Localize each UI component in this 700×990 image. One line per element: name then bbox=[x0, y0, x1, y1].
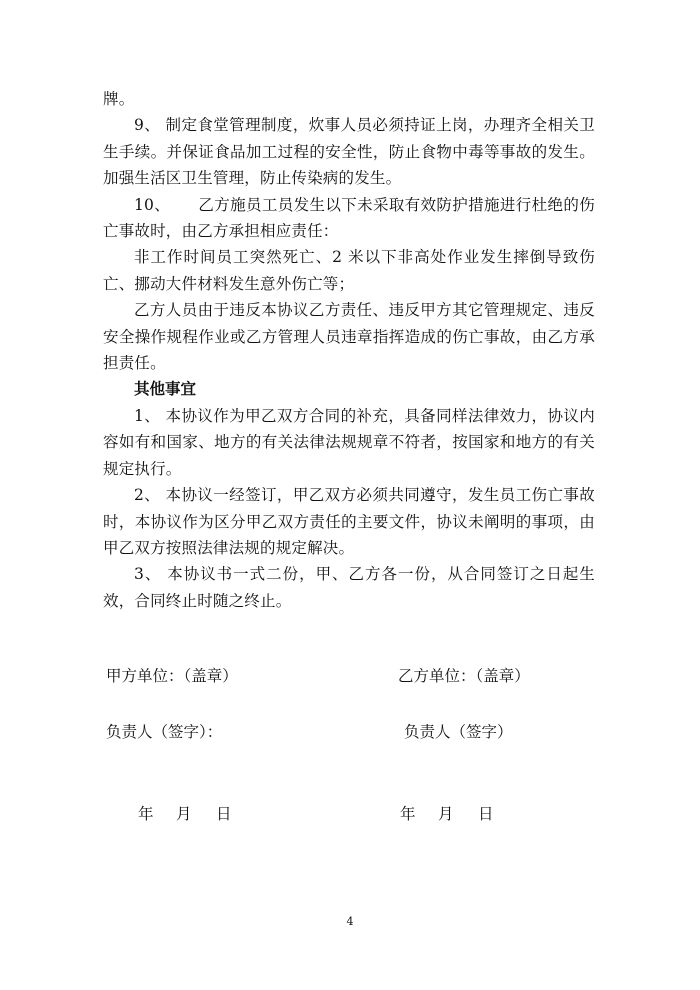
item-10-number: 10、 bbox=[134, 195, 171, 214]
party-b-date-month: 月 bbox=[438, 805, 454, 823]
paragraph-continuation: 牌。 bbox=[103, 90, 135, 108]
paragraph-other-1: 1、 本协议作为甲乙双方合同的补充，具备同样法律效力，协议内容如有和国家、地方的有关法律法规规章不符者，按国家和地方的有关规定执行。 bbox=[103, 406, 595, 478]
party-a-date-month: 月 bbox=[176, 805, 192, 823]
item-10-text: 乙方施员工员发生以下未采取有效防护措施进行杜绝的伤亡事故时，由乙方承担相应责任： bbox=[103, 195, 595, 241]
party-b-date-year: 年 bbox=[400, 805, 416, 823]
page-number: 4 bbox=[346, 915, 354, 928]
party-b-person-label: 负责人（签字） bbox=[404, 723, 513, 741]
paragraph-item-10 bbox=[103, 192, 595, 245]
party-a-unit-label: 甲方单位：（盖章） bbox=[106, 667, 238, 685]
party-a-date-day: 日 bbox=[216, 805, 232, 823]
party-a-person-label: 负责人（签字）： bbox=[106, 723, 223, 741]
paragraph-item-9: 9、 制定食堂管理制度，炊事人员必须持证上岗，办理齐全相关卫生手续。并保证食品加工过程的安全性，防止食物中毒等事故的发生。加强生活区卫生管理，防止传染病的发生。 bbox=[103, 116, 595, 188]
paragraph-other-3: 3、 本协议书一式二份，甲、乙方各一份，从合同签订之日起生效，合同终止时随之终止。 bbox=[103, 565, 595, 610]
document-body bbox=[103, 86, 595, 614]
party-b-date-day: 日 bbox=[478, 805, 494, 823]
paragraph-case-2: 乙方人员由于违反本协议乙方责任、违反甲方其它管理规定、违反安全操作规程作业或乙方管理人员违章指挥造成的伤亡事故，由乙方承担责任。 bbox=[103, 301, 595, 373]
party-b-unit-label: 乙方单位：（盖章） bbox=[398, 667, 530, 685]
party-b-date bbox=[400, 802, 494, 824]
section-heading: 其他事宜 bbox=[134, 379, 197, 399]
party-a-date bbox=[138, 802, 232, 824]
paragraph-case-1: 非工作时间员工突然死亡、2 米以下非高处作业发生摔倒导致伤亡、挪动大件材料发生意外伤亡等； bbox=[103, 248, 595, 293]
paragraph-other-2: 2、 本协议一经签订，甲乙双方必须共同遵守，发生员工伤亡事故时，本协议作为区分甲乙双方责任的主要文件，协议未阐明的事项，由甲乙双方按照法律法规的规定解决。 bbox=[103, 486, 595, 557]
party-a-date-year: 年 bbox=[138, 805, 154, 823]
